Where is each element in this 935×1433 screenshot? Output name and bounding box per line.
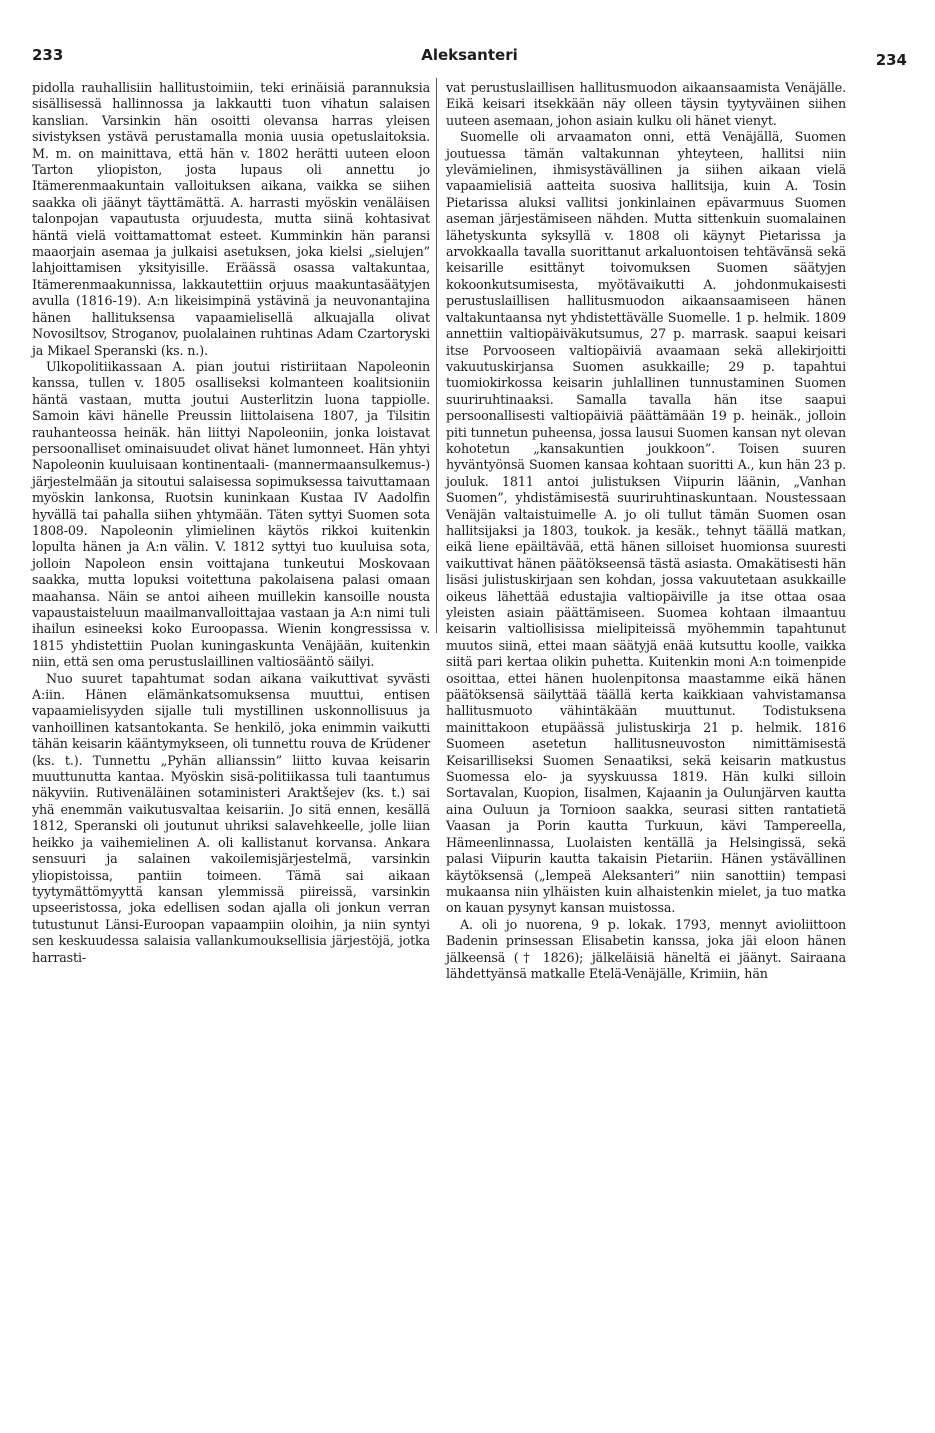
paragraph: Ulkopolitiikassaan A. pian joutui ristiriitaan Napoleonin kanssa, tullen v. 1805 osalliseksi kolmanteen koalitsioniin häntä vastaan, mutta joutui Austerlitzin luona tappiolle. Samoin kävi hänelle Preussin liittolaisena 1807, ja Tilsitin rauhanteossa heinäk. hän liittyi Napoleoniin, jonka loistavat persoonalliset ominaisuudet olivat hänet lumonneet. Hän yhtyi Napoleonin kuuluisaan kontinentaali- (mannermaansulkemus-) järjestelmään ja sitoutui salaisessa sopimuksessa taivuttamaan myöskin lankonsa, Ruotsin kuninkaan Kustaa IV Aadolfin hyvällä tai pahalla siihen yhtymään. Täten syttyi Suomen sota 1808-09. Napoleonin ylimielinen käytös rikkoi kuitenkin lopulta hänen ja A:n välin. V. 1812 syttyi tuo kuuluisa sota, jolloin Napoleon ensin voittajana tunkeutui Moskovaan saakka, mutta lopuksi voitettuna pakolaisena palasi omaan maahansa. Näin se antoi aiheen muillekin kansoille nousta vapaustaisteluun maailmanvalloittajaa vastaan ja A:n nimi tuli ihailun esineeksi koko Euroopassa. Wienin kongressissa v. 1815 yhdistettiin Puolan kuningaskunta Venäjään, kuitenkin niin, että sen oma perustuslaillinen valtiosääntö säilyi. [32, 358, 430, 670]
right-column [446, 80, 846, 982]
paragraph: vat perustuslaillisen hallitusmuodon aikaansaamista Venäjälle. Eikä keisari itsekkään näy olleen täysin tyytyväinen siihen uuteen asemaan, johon asiain kulku oli hänet vienyt. [446, 80, 846, 128]
page-header [32, 46, 907, 72]
column-divider [436, 78, 437, 633]
paragraph: Nuo suuret tapahtumat sodan aikana vaikuttivat syvästi A:iin. Hänen elämänkatsomuksensa muuttui, entisen vapaamielisyyden sijalle tuli mystillinen uskonnollisuus ja vanhoillinen katsantokanta. Se henkilö, joka enimmin vaikutti tähän keisarin kääntymykseen, oli tunnettu rouva de Krüdener (ks. t.). Tunnettu „Pyhän allianssin” liitto kuvaa keisarin muuttunutta kantaa. Myöskin sisä-politiikassa tuli taantumus näkyviin. Rutivenäläinen sotaministeri Araktšejev (ks. t.) sai yhä enemmän vaikutusvaltaa keisariin. Jo sitä ennen, kesällä 1812, Speranski oli joutunut uhriksi salavehkeelle, jolle liian heikko ja vaihemielinen A. oli kallistanut korvansa. Ankara sensuuri ja salainen vakoilemisjärjestelmä, varsinkin yliopistoissa, pantiin toimeen. Tämä sai aikaan tyytymättömyyttä kansan ylemmissä piireissä, varsinkin upseeristossa, joka edellisen sodan ajalla oli jonkun verran tutustunut Länsi-Euroopan vapaampiin oloihin, ja niin syntyi sen keskuudessa salaisia vallankumouksellisia järjestöjä, jotka harrasti- [32, 670, 430, 965]
running-title: Aleksanteri [421, 46, 518, 64]
paragraph: pidolla rauhallisiin hallitustoimiin, teki erinäisiä parannuksia sisällisessä hallinnossa ja lakkautti tuon vihatun salaisen kanslian. Varsinkin hän osoitti olevansa harras yleisen sivistyksen ystävä perustamalla monia uusia opetuslaitoksia. M. m. on mainittava, että hän v. 1802 herätti uuteen eloon Tarton yliopiston, josta lupaus oli annettu jo Itämerenmaakuntain valloituksen aikana, vaikka se siihen saakka oli jäänyt täyttämättä. A. harrasti myöskin venäläisen talonpojan vapautusta orjuudesta, mutta siinä kohtasivat häntä vielä voittamattomat esteet. Kumminkin hän paransi maaorjain asemaa ja julkaisi asetuksen, joka kielsi „sielujen” lahjoittamisen yksityisille. Eräässä osassa valtakuntaa, Itämerenmaakunnissa, lakkautettiin orjuus maakuntasäätyjen avulla (1816-19). A:n likeisimpinä ystävinä ja neuvonantajina hänen hallituksensa vapaamielisellä alkuajalla olivat Novosiltsov, Stroganov, puolalainen ruhtinas Adam Czartoryski ja Mikael Speranski (ks. n.). [32, 80, 430, 358]
paragraph: Suomelle oli arvaamaton onni, että Venäjällä, Suomen joutuessa tämän valtakunnan yhteyteen, hallitsi niin ylevämielinen, ihmisystävällinen ja siihen aikaan vielä vapaamielisiä aatteita suosiva hallitsija, kuin A. Tosin Pietarissa aluksi vallitsi jonkinlainen epävarmuus Suomen aseman järjestämiseen nähden. Mutta sittenkuin suomalainen lähetyskunta syksyllä v. 1808 oli käynyt Pietarissa ja arvokkaalla tavalla suorittanut arkaluontoisen tehtävänsä sekä keisarille esittänyt toivomuksen Suomen säätyjen kokoonkutsumisesta, myötävaikutti A. johdonmukaisesti perustuslaillisen hallitusmuodon aikaansaamiseen hänen valtakuntaansa nyt yhdistettävälle Suomelle. 1 p. helmik. 1809 annettiin valtiopäiväkutsumus, 27 p. marrask. saapui keisari itse Porvooseen valtiopäiviä avaamaan sekä allekirjoitti vakuutuskirjansa Suomen asukkaille; 29 p. tapahtui tuomiokirkossa keisarin juhlallinen tunnustaminen Suomen suuriruhtinaaksi. Samalla tavalla hän itse saapui persoonallisesti valtiopäiviä päättämään 19 p. heinäk., jolloin piti tunnetun puheensa, jossa lausui Suomen kansan nyt olevan kohotetun „kansakuntien joukkoon”. Toisen suuren hyväntyönsä Suomen kansaa kohtaan suoritti A., kun hän 23 p. jouluk. 1811 antoi julistuksen Viipurin läänin, „Vanhan Suomen”, yhdistämisestä suuriruhtinaskuntaan. Noustessaan Venäjän valtaistuimelle A. jo oli tullut tämän Suomen osan hallitsijaksi ja 1803, toukok. ja kesäk., tehnyt täällä matkan, eikä liene epäiltävää, että hänen silloiset huomionsa suuresti vaikuttivat hänen päätökseensä tästä asiasta. Omakätisesti hän lisäsi julistuskirjaan sen kohdan, jossa vakuutetaan asukkaille oikeus lähettää edustajia valtiopäiville ja itse ottaa osaa yleisten asiain päättämiseen. Suomea kohtaan ilmaantuu keisarin valtiollisissa mielipiteissä myöhemmin tapahtunut muutos siinä, ettei maan säätyjä enää kutsuttu koolle, vaikka siitä pari kertaa olikin puhetta. Kuitenkin moni A:n toimenpide osoittaa, ettei hänen huolenpitonsa maastamme eikä hänen päätöksensä säilyttää täällä kerta kaikkiaan vahvistamansa hallitusmuoto vähintäkään muuttunut. Todistuksena mainittakoon etupäässä julistuskirja 21 p. helmik. 1816 Suomeen asetetun hallitusneuvoston nimittämisestä Keisarilliseksi Suomen Senaatiksi, sekä keisarin matkustus Suomessa elo- ja syyskuussa 1819. Hän kulki silloin Sortavalan, Kuopion, Iisalmen, Kajaanin ja Oulunjärven kautta aina Ouluun ja Tornioon saakka, seurasi sitten rantatietä Vaasan ja Porin kautta Turkuun, kävi Tampereella, Hämeenlinnassa, Luolaisten kentällä ja Helsingissä, sekä palasi Viipurin kautta takaisin Pietariin. Hänen ystävällinen käytöksensä („lempeä Aleksanteri” niin sanottiin) tempasi mukaansa niin ylhäisten kuin alhaistenkin mielet, ja tuo matka on kauan pysynyt kansan muistossa. [446, 129, 846, 916]
paragraph: A. oli jo nuorena, 9 p. lokak. 1793, mennyt avioliittoon Badenin prinsessan Elisabetin kanssa, joka jäi eloon hänen jälkeensä († 1826); jälkeläisiä häneltä ei jäänyt. Sairaana lähdettyänsä matkalle Etelä-Venäjälle, Krimiin, hän [446, 916, 846, 981]
left-column [32, 80, 430, 966]
left-page-number: 233 [32, 46, 64, 64]
right-page-number: 234 [875, 51, 907, 69]
